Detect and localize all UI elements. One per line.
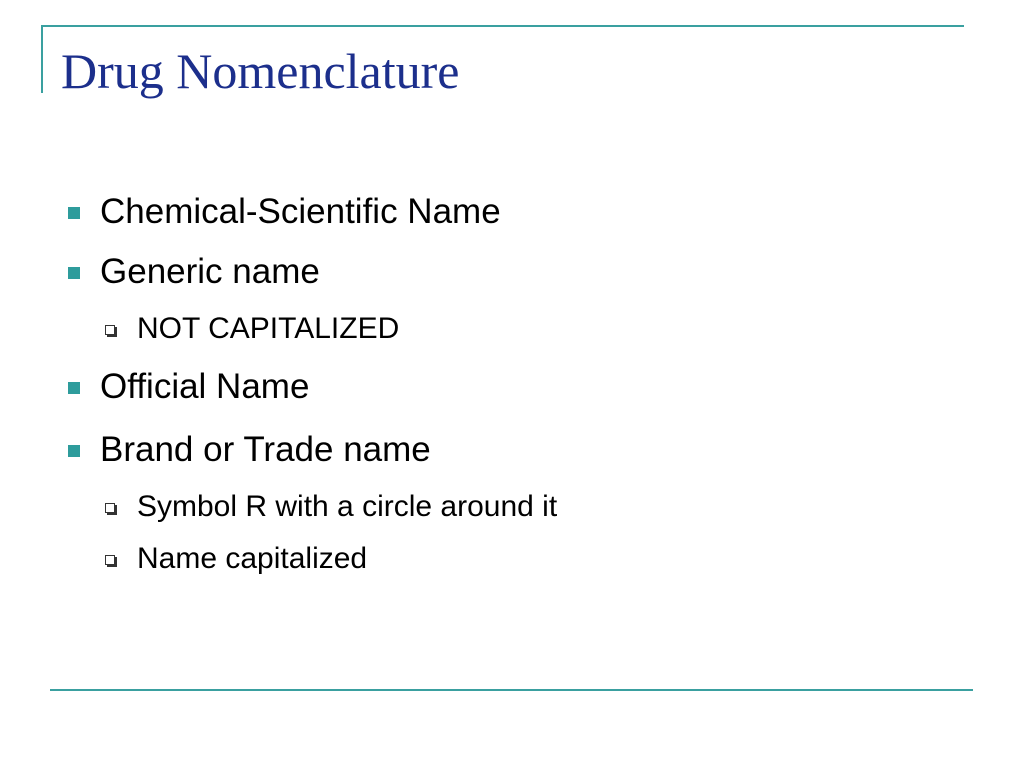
- sub-bullet-text: Symbol R with a circle around it: [137, 490, 558, 523]
- bullet-item-official-name: [100, 367, 309, 407]
- filled-square-bullet-icon: [68, 445, 80, 457]
- bullet-text: Chemical-Scientific Name: [100, 192, 501, 231]
- slide-title: Drug Nomenclature: [61, 43, 460, 99]
- hollow-square-bullet-icon: [105, 503, 115, 513]
- bottom-divider-line: [50, 689, 973, 691]
- title-frame-horizontal-line: [41, 25, 964, 27]
- sub-bullet-text: NOT CAPITALIZED: [137, 312, 400, 345]
- title-frame-vertical-line: [41, 25, 43, 93]
- bullet-text: Official Name: [100, 367, 310, 406]
- sub-bullet-item-not-capitalized: [137, 312, 399, 346]
- hollow-square-bullet-icon: [105, 555, 115, 565]
- filled-square-bullet-icon: [68, 207, 80, 219]
- hollow-square-bullet-icon: [105, 325, 115, 335]
- sub-bullet-text: Name capitalized: [137, 542, 368, 575]
- bullet-item-generic-name: [100, 252, 320, 292]
- sub-bullet-item-symbol-r: [137, 490, 557, 524]
- bullet-text: Brand or Trade name: [100, 430, 431, 469]
- filled-square-bullet-icon: [68, 382, 80, 394]
- bullet-text: Generic name: [100, 252, 320, 291]
- sub-bullet-item-name-capitalized: [137, 542, 367, 576]
- bullet-item-brand-or-trade-name: [100, 430, 431, 470]
- filled-square-bullet-icon: [68, 267, 80, 279]
- bullet-item-chemical-scientific-name: [100, 192, 501, 232]
